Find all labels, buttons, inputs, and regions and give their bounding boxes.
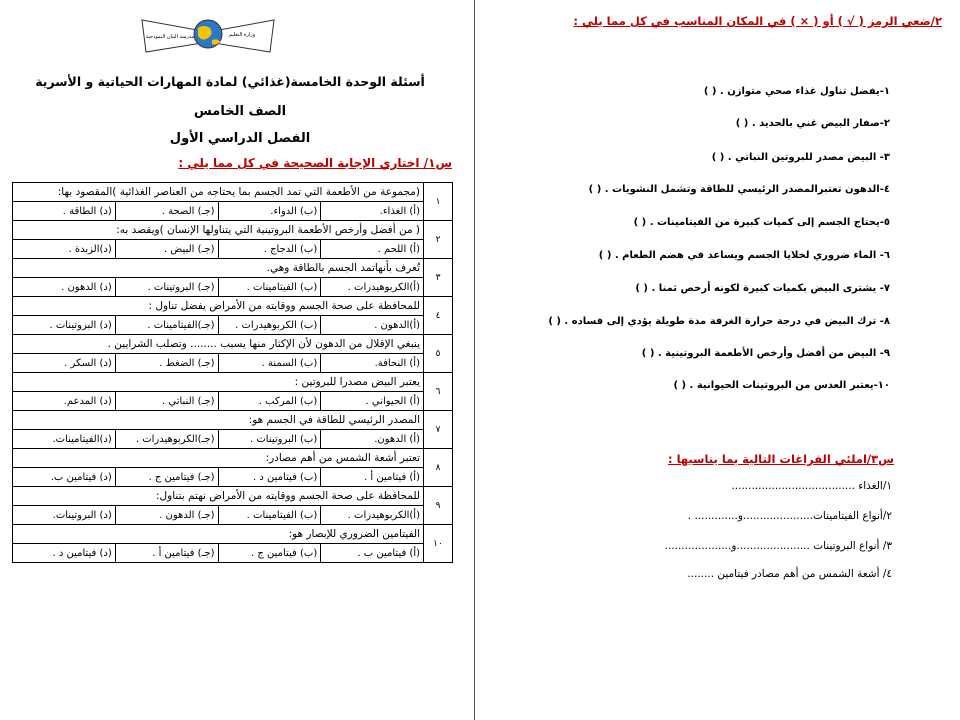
question-row: [13, 297, 453, 316]
answer-option[interactable]: (أ)الكربوهيدرات .: [321, 506, 424, 525]
section2-heading: ٢/ضعي الرمز ( √ ) أو ( × ) في المكان المناسب في كل مما يلي :: [573, 14, 942, 28]
options-row: [13, 202, 453, 221]
question-row: [13, 183, 453, 202]
fill-item: ٣/ أنواع البروتينات ......................و....................: [664, 540, 892, 552]
options-row: [13, 468, 453, 487]
question-row: [13, 335, 453, 354]
tf-item: ٥-يحتاج الجسم إلى كميات كبيرة من الفيتامينات . ( ): [633, 217, 890, 228]
left-page: [0, 0, 474, 720]
section3-heading: س٣/املئي الفراغات التالية بما يناسبها :: [667, 452, 894, 466]
question-number: ٨: [424, 449, 453, 487]
options-row: [13, 240, 453, 259]
question-row: [13, 259, 453, 278]
question-row: [13, 411, 453, 430]
answer-option[interactable]: (ب) الدواء.: [218, 202, 321, 221]
answer-option[interactable]: (ب) الكربوهيدرات .: [218, 316, 321, 335]
question-number: ٦: [424, 373, 453, 411]
options-row: [13, 430, 453, 449]
answer-option[interactable]: (د) السكر .: [13, 354, 116, 373]
tf-item: ٧- يشترى البيض بكميات كبيرة لكونه أرخص ثمنا . ( ): [635, 283, 890, 294]
answer-option[interactable]: (أ) فيتامين ب .: [321, 544, 424, 563]
question-row: [13, 221, 453, 240]
question-text: ينبغي الإقلال من الدهون لأن الإكثار منها يسبب ........ وتصلب الشرايين .: [13, 335, 424, 354]
right-page: [476, 0, 960, 720]
answer-option[interactable]: (جـ) البيض .: [115, 240, 218, 259]
answer-option[interactable]: (جـ) الضغط .: [115, 354, 218, 373]
school-logo: [138, 14, 278, 58]
options-row: [13, 278, 453, 297]
question-text: للمحافظة على صحة الجسم ووقايته من الأمراض نهتم بتناول:: [13, 487, 424, 506]
answer-option[interactable]: (أ) الدهون.: [321, 430, 424, 449]
question-text: للمحافظة على صحة الجسم ووقايته من الأمراض يفضل تناول :: [13, 297, 424, 316]
answer-option[interactable]: (ب) الفيتامينات .: [218, 506, 321, 525]
tf-item: ٩- البيض من أفضل وأرخص الأطعمة البروتينية . ( ): [641, 348, 890, 359]
answer-option[interactable]: (أ) الحيواني .: [321, 392, 424, 411]
answer-option[interactable]: (أ) الغذاء.: [321, 202, 424, 221]
question-row: [13, 373, 453, 392]
question-text: ( من أفضل وأرخص الأطعمة البروتينية التي يتناولها الإنسان )ويقصد به:: [13, 221, 424, 240]
answer-option[interactable]: (د)الزبدة .: [13, 240, 116, 259]
semester-title: الفصل الدراسي الأول: [169, 131, 311, 146]
question-number: ٥: [424, 335, 453, 373]
grade-title: الصف الخامس: [193, 104, 287, 119]
answer-option[interactable]: (د) الطاقة .: [13, 202, 116, 221]
answer-option[interactable]: (د) البروتينات .: [13, 316, 116, 335]
answer-option[interactable]: (ب) الدجاج .: [218, 240, 321, 259]
answer-option[interactable]: (أ)الكربوهيدرات .: [321, 278, 424, 297]
question-text: الفيتامين الضروري للإبصار هو:: [13, 525, 424, 544]
answer-option[interactable]: (د) المدعم.: [13, 392, 116, 411]
options-row: [13, 544, 453, 563]
answer-option[interactable]: (ب) فيتامين ج .: [218, 544, 321, 563]
answer-option[interactable]: (جـ) الصحة .: [115, 202, 218, 221]
answer-option[interactable]: (ب) فيتامين د .: [218, 468, 321, 487]
unit-title: أسئلة الوحدة الخامسة(غذائي) لمادة المهارات الحياتية و الأسرية: [35, 74, 425, 89]
tf-item: ٨- ترك البيض في درجة حرارة الغرفة مدة طويلة يؤدي إلى فساده . ( ): [548, 316, 890, 327]
answer-option[interactable]: (ب) الفيتامينات .: [218, 278, 321, 297]
answer-option[interactable]: (أ)الدهون .: [321, 316, 424, 335]
question-text: المصدر الرئيسي للطاقة في الجسم هو:: [13, 411, 424, 430]
answer-option[interactable]: (أ) النحافة.: [321, 354, 424, 373]
tf-item: ١٠-يعتبر العدس من البروتينات الحيوانية . ( ): [673, 380, 890, 391]
fill-item: ٤/ أشعة الشمس من أهم مصادر فيتامين ........: [687, 568, 892, 580]
logo-ministry-text: وزارة التعليم: [228, 32, 256, 38]
question-number: ٢: [424, 221, 453, 259]
tf-item: ٣- البيض مصدر للبروتين النباتي . ( ): [711, 152, 890, 163]
question-number: ١٠: [424, 525, 453, 563]
question-row: [13, 525, 453, 544]
question-text: (مجموعة من الأطعمة التي تمد الجسم بما يحتاجه من العناصر الغذائية )المقصود بها:: [13, 183, 424, 202]
mcq-table: [12, 182, 453, 563]
question-row: [13, 449, 453, 468]
tf-item: ١-يفضل تناول غذاء صحي متوازن . ( ): [703, 86, 890, 97]
question-text: يعتبر البيض مصدرا للبروتين :: [13, 373, 424, 392]
question-number: ٩: [424, 487, 453, 525]
answer-option[interactable]: (جـ) النباتي .: [115, 392, 218, 411]
question-number: ٧: [424, 411, 453, 449]
question-number: ١: [424, 183, 453, 221]
answer-option[interactable]: (أ) فيتامين أ .: [321, 468, 424, 487]
question-row: [13, 487, 453, 506]
question-text: تُعرف بأنهاتمد الجسم بالطاقة وهي.: [13, 259, 424, 278]
logo-school-text: مدرسة البيان النموذجية: [145, 34, 195, 40]
answer-option[interactable]: (جـ) فيتامين ج .: [115, 468, 218, 487]
tf-item: ٦- الماء ضروري لخلايا الجسم ويساعد في هضم الطعام . ( ): [598, 250, 890, 261]
question-number: ٤: [424, 297, 453, 335]
fill-item: ١/الغذاء .....................................: [731, 480, 892, 492]
tf-item: ٤-الدهون تعتبرالمصدر الرئيسي للطاقة وتشمل النشويات . ( ): [588, 184, 890, 195]
section1-heading: س١/ اختاري الإجابة الصحيحة في كل مما يلي :: [178, 156, 452, 170]
answer-option[interactable]: (د) فيتامين د .: [13, 544, 116, 563]
answer-option[interactable]: (ب) السمنة .: [218, 354, 321, 373]
answer-option[interactable]: (جـ) فيتامين أ .: [115, 544, 218, 563]
options-row: [13, 392, 453, 411]
tf-item: ٢-صفار البيض غني بالحديد . ( ): [735, 118, 890, 129]
options-row: [13, 506, 453, 525]
answer-option[interactable]: (أ) اللحم .: [321, 240, 424, 259]
answer-option[interactable]: (د) البروتينات.: [13, 506, 116, 525]
answer-option[interactable]: (د) الدهون .: [13, 278, 116, 297]
answer-option[interactable]: (د) فيتامين ب.: [13, 468, 116, 487]
answer-option[interactable]: (ب) المركب .: [218, 392, 321, 411]
question-number: ٣: [424, 259, 453, 297]
options-row: [13, 316, 453, 335]
answer-option[interactable]: (جـ)الفيتامينات .: [115, 316, 218, 335]
answer-option[interactable]: (ب) البروتينات .: [218, 430, 321, 449]
options-row: [13, 354, 453, 373]
page-divider: [474, 0, 475, 720]
question-text: تعتبر أشعة الشمس من أهم مصادر:: [13, 449, 424, 468]
fill-item: ٢/أنواع الفيتامينات.....................و............. .: [687, 510, 892, 522]
answer-option[interactable]: (جـ)الكربوهيدرات .: [115, 430, 218, 449]
answer-option[interactable]: (جـ) الدهون .: [115, 506, 218, 525]
answer-option[interactable]: (جـ) البروتينات .: [115, 278, 218, 297]
answer-option[interactable]: (د)الفيتامينات.: [13, 430, 116, 449]
